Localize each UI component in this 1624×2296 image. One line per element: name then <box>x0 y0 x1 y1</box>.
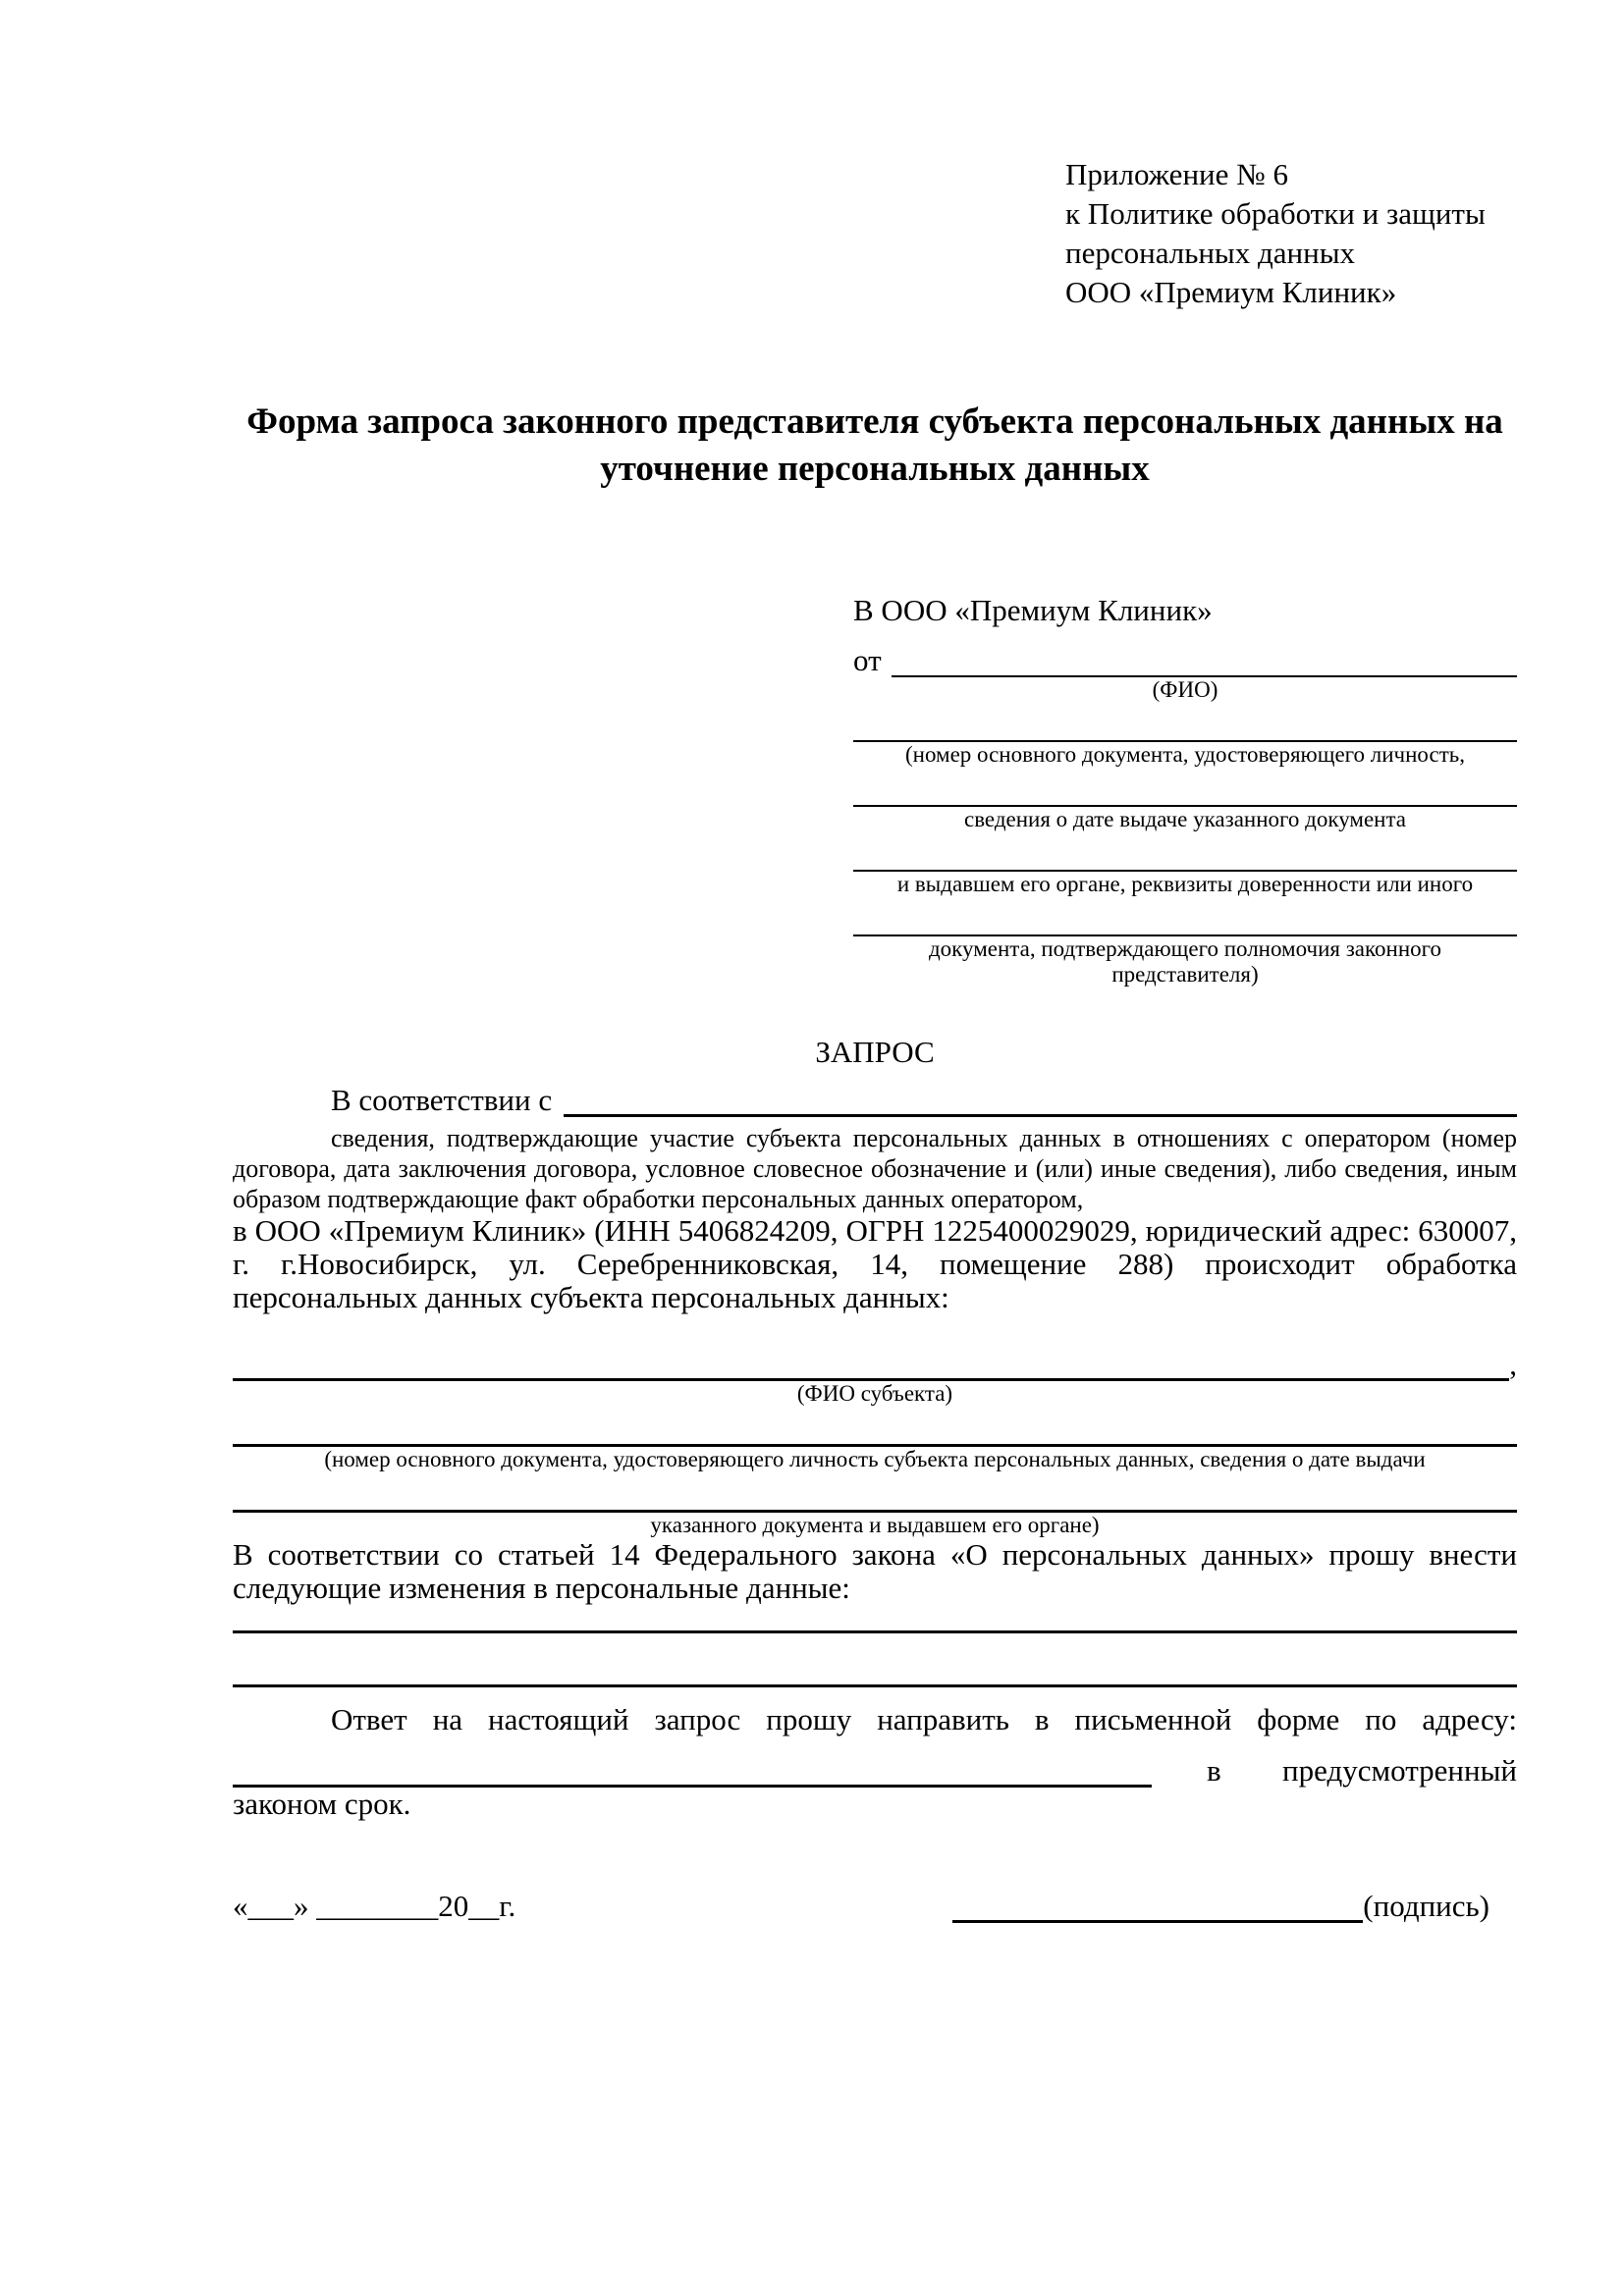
from-row <box>853 638 1517 677</box>
subject-document-blank-line <box>233 1407 1517 1447</box>
in-accordance-blank-line <box>564 1114 1517 1117</box>
document-title: Форма запроса законного представителя субъекта персональных данных на уточнение персональных данных <box>246 401 1503 489</box>
changes-blank-line-2 <box>233 1633 1517 1687</box>
signature-block <box>952 1890 1489 1923</box>
signature-blank-line <box>952 1920 1363 1923</box>
reply-term-line: законом срок. <box>233 1787 411 1821</box>
caption-fio: (ФИО) <box>1152 677 1218 702</box>
date-signature-row <box>233 1880 1517 1923</box>
caption-issuing-authority: и выдавшем его органе, реквизиты доверенности или иного <box>896 872 1474 896</box>
addressee-block <box>853 591 1517 988</box>
reply-tail-word: в <box>1207 1753 1221 1788</box>
appendix-line: к Политике обработки и защиты <box>1065 196 1486 231</box>
reply-address-row <box>233 1748 1517 1788</box>
caption-subject-document: (номер основного документа, удостоверяющего личность субъекта персональных данных, сведения о дате выдачи <box>324 1447 1426 1471</box>
caption-issue-date: сведения о дате выдаче указанного документа <box>963 807 1407 831</box>
caption-signature: (подпись) <box>1363 1889 1489 1923</box>
operator-paragraph: в ООО «Премиум Клиник» (ИНН 5406824209, ОГРН 1225400029029, юридический адрес: 630007, г. г.Новосибирск, ул. Серебренниковская, 14, помещение 288) происходит обработка персональных данных субъекта персональных данных: <box>233 1213 1517 1314</box>
changes-blank-line-1 <box>233 1605 1517 1633</box>
reply-paragraph: Ответ на настоящий запрос прошу направить в письменной форме по адресу: <box>331 1702 1517 1736</box>
reply-tail-word: предусмотренный <box>1282 1753 1517 1788</box>
authority-document-blank-line <box>853 897 1517 936</box>
article-paragraph: В соответствии со статьей 14 Федерального закона «О персональных данных» прошу внести следующие изменения в персональные данные: <box>233 1537 1517 1605</box>
issuing-authority-blank-line <box>853 832 1517 872</box>
in-accordance-label: В соответствии с <box>331 1083 553 1117</box>
document-number-blank-line <box>853 703 1517 742</box>
subject-fio-row <box>233 1342 1517 1381</box>
appendix-line: Приложение № 6 <box>1065 157 1288 191</box>
addressee-to: В ООО «Премиум Клиник» <box>853 593 1213 627</box>
issue-date-blank-line <box>853 768 1517 807</box>
caption-subject-authority: указанного документа и выдавшем его органе) <box>650 1513 1100 1537</box>
caption-subject-fio: (ФИО субъекта) <box>796 1381 953 1406</box>
appendix-block <box>1065 155 1517 312</box>
subject-authority-blank-line <box>233 1472 1517 1513</box>
appendix-line: ООО «Премиум Клиник» <box>1065 275 1397 309</box>
date-line: «___» ________20__г. <box>233 1889 516 1923</box>
trailing-comma: , <box>1509 1347 1517 1381</box>
request-heading: ЗАПРОС <box>815 1035 935 1069</box>
caption-authority-document: документа, подтверждающего полномочия законного представителя) <box>928 936 1441 987</box>
from-label: от <box>853 643 882 677</box>
caption-document-number: (номер основного документа, удостоверяющего личность, <box>904 742 1465 767</box>
appendix-line: персональных данных <box>1065 236 1356 270</box>
relation-footnote: сведения, подтверждающие участие субъекта персональных данных в отношениях с оператором (номер договора, дата заключения договора, условное словесное обозначение и (или) иные сведения), либо сведения, иным образом подтверждающие факт обработки персональных данных оператором, <box>233 1124 1517 1213</box>
in-accordance-row <box>233 1078 1517 1117</box>
